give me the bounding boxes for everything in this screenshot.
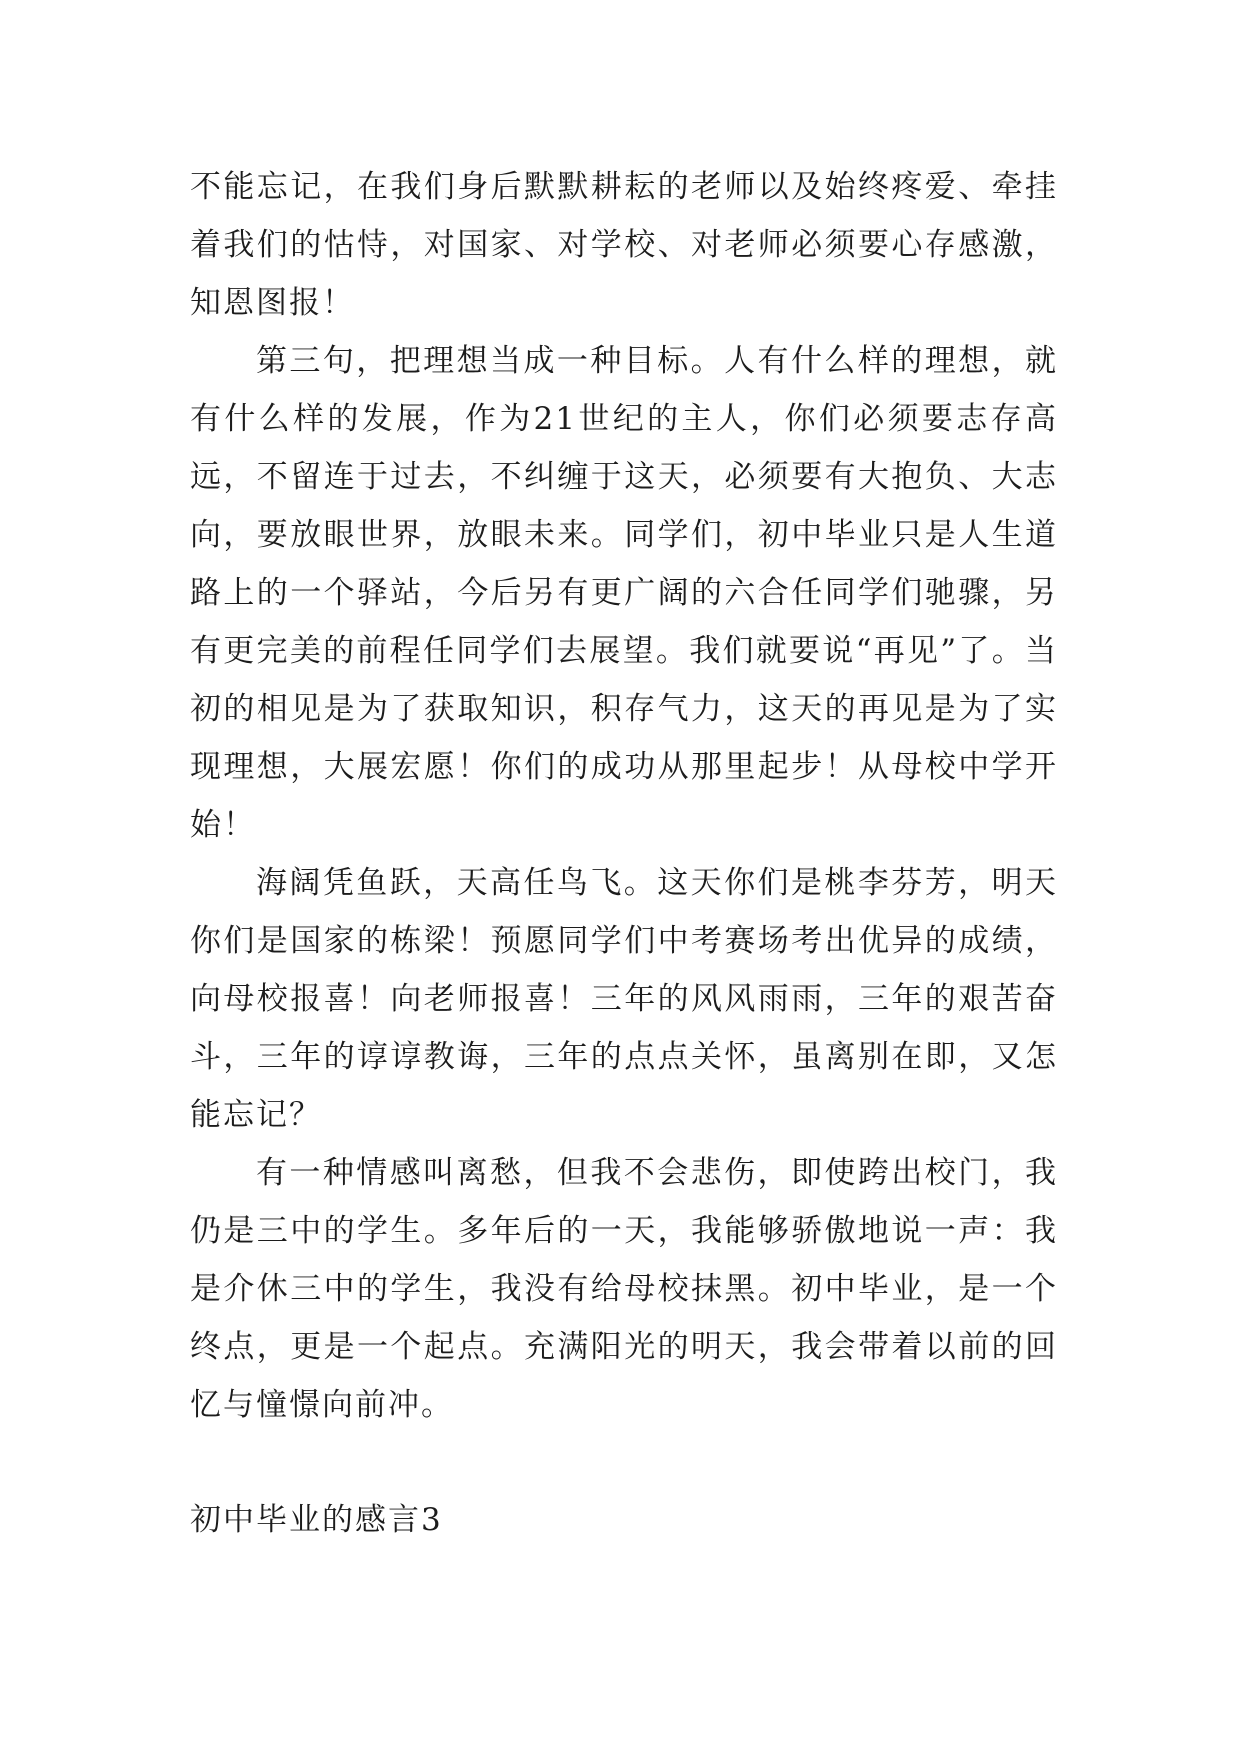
document-body — [190, 158, 1058, 1434]
paragraph-4: 有一种情感叫离愁，但我不会悲伤，即使跨出校门，我仍是三中的学生。多年后的一天，我能够骄傲地说一声：我是介休三中的学生，我没有给母校抹黑。初中毕业，是一个终点，更是一个起点。充满阳光的明天，我会带着以前的回忆与憧憬向前冲。 — [190, 1155, 1058, 1423]
paragraph-2: 第三句，把理想当成一种目标。人有什么样的理想，就有什么样的发展，作为21世纪的主人，你们必须要志存高远，不留连于过去，不纠缠于这天，必须要有大抱负、大志向，要放眼世界，放眼未来。同学们，初中毕业只是人生道路上的一个驿站，今后另有更广阔的六合任同学们驰骤，另有更完美的前程任同学们去展望。我们就要说“再见”了。当初的相见是为了获取知识，积存气力，这天的再见是为了实现理想，大展宏愿！你们的成功从那里起步！从母校中学开始！ — [190, 343, 1058, 843]
section-heading: 初中毕业的感言3 — [190, 1502, 443, 1538]
paragraph-1: 不能忘记，在我们身后默默耕耘的老师以及始终疼爱、牵挂着我们的怙恃，对国家、对学校、对老师必须要心存感激，知恩图报！ — [190, 169, 1058, 321]
paragraph-3: 海阔凭鱼跃，天高任鸟飞。这天你们是桃李芬芳，明天你们是国家的栋梁！预愿同学们中考赛场考出优异的成绩，向母校报喜！向老师报喜！三年的风风雨雨，三年的艰苦奋斗，三年的谆谆教诲，三年的点点关怀，虽离别在即，又怎能忘记？ — [190, 865, 1058, 1133]
